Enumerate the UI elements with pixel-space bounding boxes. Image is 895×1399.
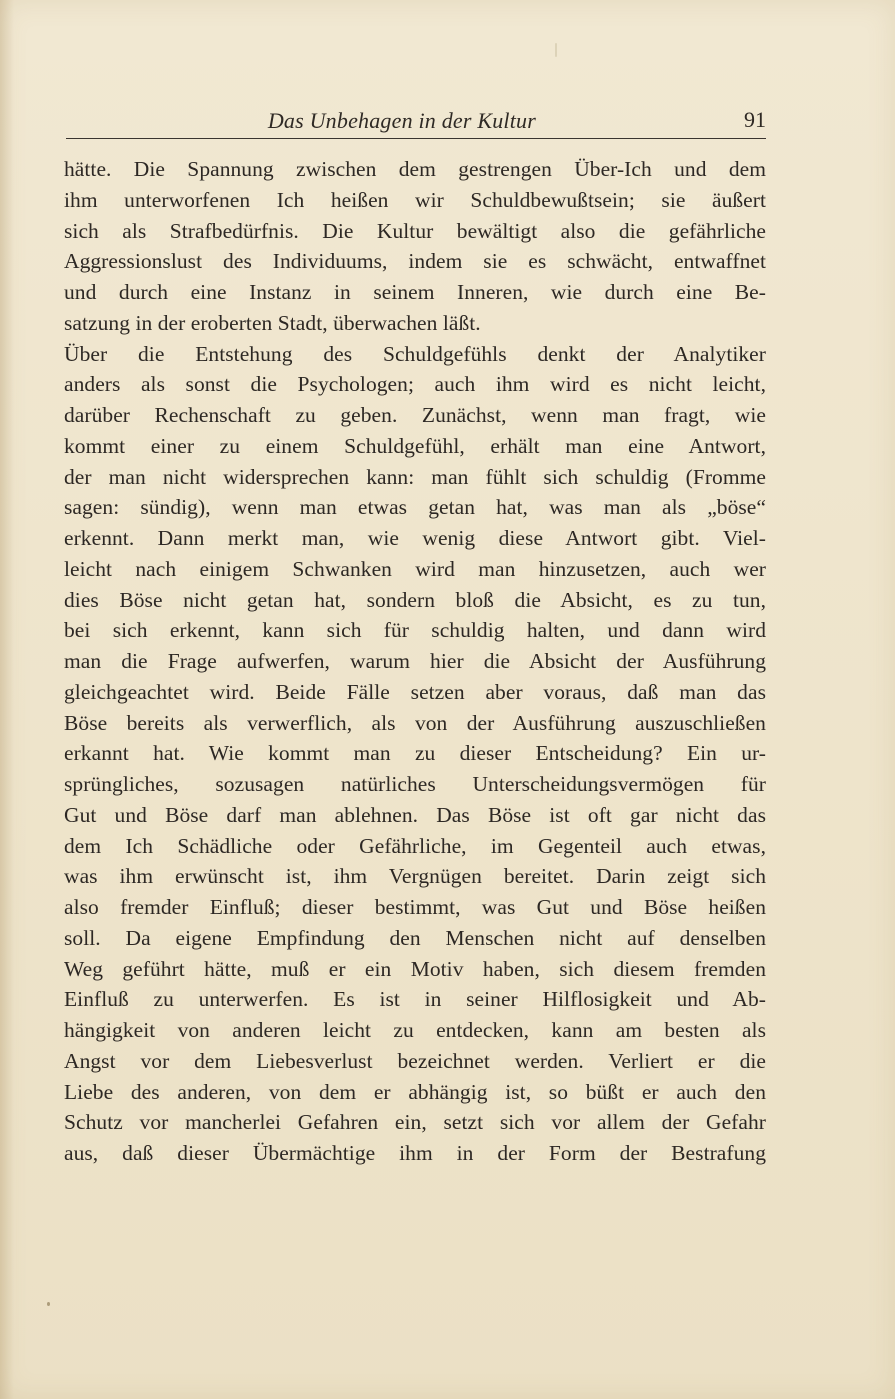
header-title: Das Unbehagen in der Kultur <box>267 108 536 133</box>
text-line: hätte. Die Spannung zwischen dem gestrengen Über-Ich und dem <box>64 157 766 181</box>
text-line: Böse bereits als verwerflich, als von der Ausführung auszuschließen <box>64 710 766 735</box>
text-line: erkennt. Dann merkt man, wie wenig diese Antwort gibt. Viel- <box>64 526 766 550</box>
text-line: dem Ich Schädliche oder Gefährliche, im Gegenteil auch etwas, <box>64 833 766 858</box>
text-line: sprüngliches, sozusagen natürliches Unterscheidungsvermögen für <box>64 772 766 796</box>
text-line: aus, daß dieser Übermächtige ihm in der Form der Bestrafung <box>64 1141 766 1165</box>
text-line: Weg geführt hätte, muß er ein Motiv haben, sich diesem fremden <box>64 956 766 981</box>
body-text <box>64 154 766 1169</box>
text-line: anders als sonst die Psychologen; auch ihm wird es nicht leicht, <box>64 372 766 397</box>
text-line: sagen: sündig), wenn man etwas getan hat, was man als „böse“ <box>64 495 766 520</box>
text-line: gleichgeachtet wird. Beide Fälle setzen aber voraus, daß man das <box>64 679 766 704</box>
text-line: hängigkeit von anderen leicht zu entdecken, kann am besten als <box>64 1018 766 1042</box>
text-line: man die Frage aufwerfen, warum hier die Absicht der Ausführung <box>64 649 766 673</box>
text-line: der man nicht widersprechen kann: man fühlt sich schuldig (Fromme <box>64 464 766 489</box>
page-fold-shadow <box>0 0 14 1399</box>
text-line: erkannt hat. Wie kommt man zu dieser Entscheidung? Ein ur- <box>64 741 766 766</box>
paper-mark <box>555 43 557 57</box>
text-line: darüber Rechenschaft zu geben. Zunächst, wenn man fragt, wie <box>64 403 766 427</box>
text-line: Angst vor dem Liebesverlust bezeichnet werden. Verliert er die <box>64 1048 766 1073</box>
text-line: ihm unterworfenen Ich heißen wir Schuldbewußtsein; sie äußert <box>64 187 766 212</box>
text-line: was ihm erwünscht ist, ihm Vergnügen bereitet. Darin zeigt sich <box>64 864 766 889</box>
text-line: Aggressionslust des Individuums, indem sie es schwächt, entwaffnet <box>64 249 766 274</box>
running-header <box>66 104 766 139</box>
text-line: Über die Entstehung des Schuldgefühls denkt der Analytiker <box>64 341 766 366</box>
text-line: Schutz vor mancherlei Gefahren ein, setzt sich vor allem der Gefahr <box>64 1110 766 1135</box>
text-line: dies Böse nicht getan hat, sondern bloß die Absicht, es zu tun, <box>64 587 766 612</box>
text-line: Gut und Böse darf man ablehnen. Das Böse ist oft gar nicht das <box>64 802 766 827</box>
text-line: sich als Strafbedürfnis. Die Kultur bewältigt also die gefährliche <box>64 218 766 243</box>
text-line: Liebe des anderen, von dem er abhängig ist, so büßt er auch den <box>64 1079 766 1104</box>
text-line: kommt einer zu einem Schuldgefühl, erhält man eine Antwort, <box>64 433 766 458</box>
text-line: bei sich erkennt, kann sich für schuldig halten, und dann wird <box>64 618 766 643</box>
text-line: soll. Da eigene Empfindung den Menschen nicht auf denselben <box>64 925 766 950</box>
text-line: also fremder Einfluß; dieser bestimmt, was Gut und Böse heißen <box>64 895 766 919</box>
text-line: Einfluß zu unterwerfen. Es ist in seiner Hilflosigkeit und Ab- <box>64 987 766 1012</box>
text-line: leicht nach einigem Schwanken wird man hinzusetzen, auch wer <box>64 556 766 581</box>
text-line: satzung in der eroberten Stadt, überwachen läßt. <box>64 310 481 335</box>
page-number: 91 <box>744 107 766 132</box>
paper-speck <box>47 1302 50 1306</box>
text-line: und durch eine Instanz in seinem Inneren, wie durch eine Be- <box>64 280 766 304</box>
